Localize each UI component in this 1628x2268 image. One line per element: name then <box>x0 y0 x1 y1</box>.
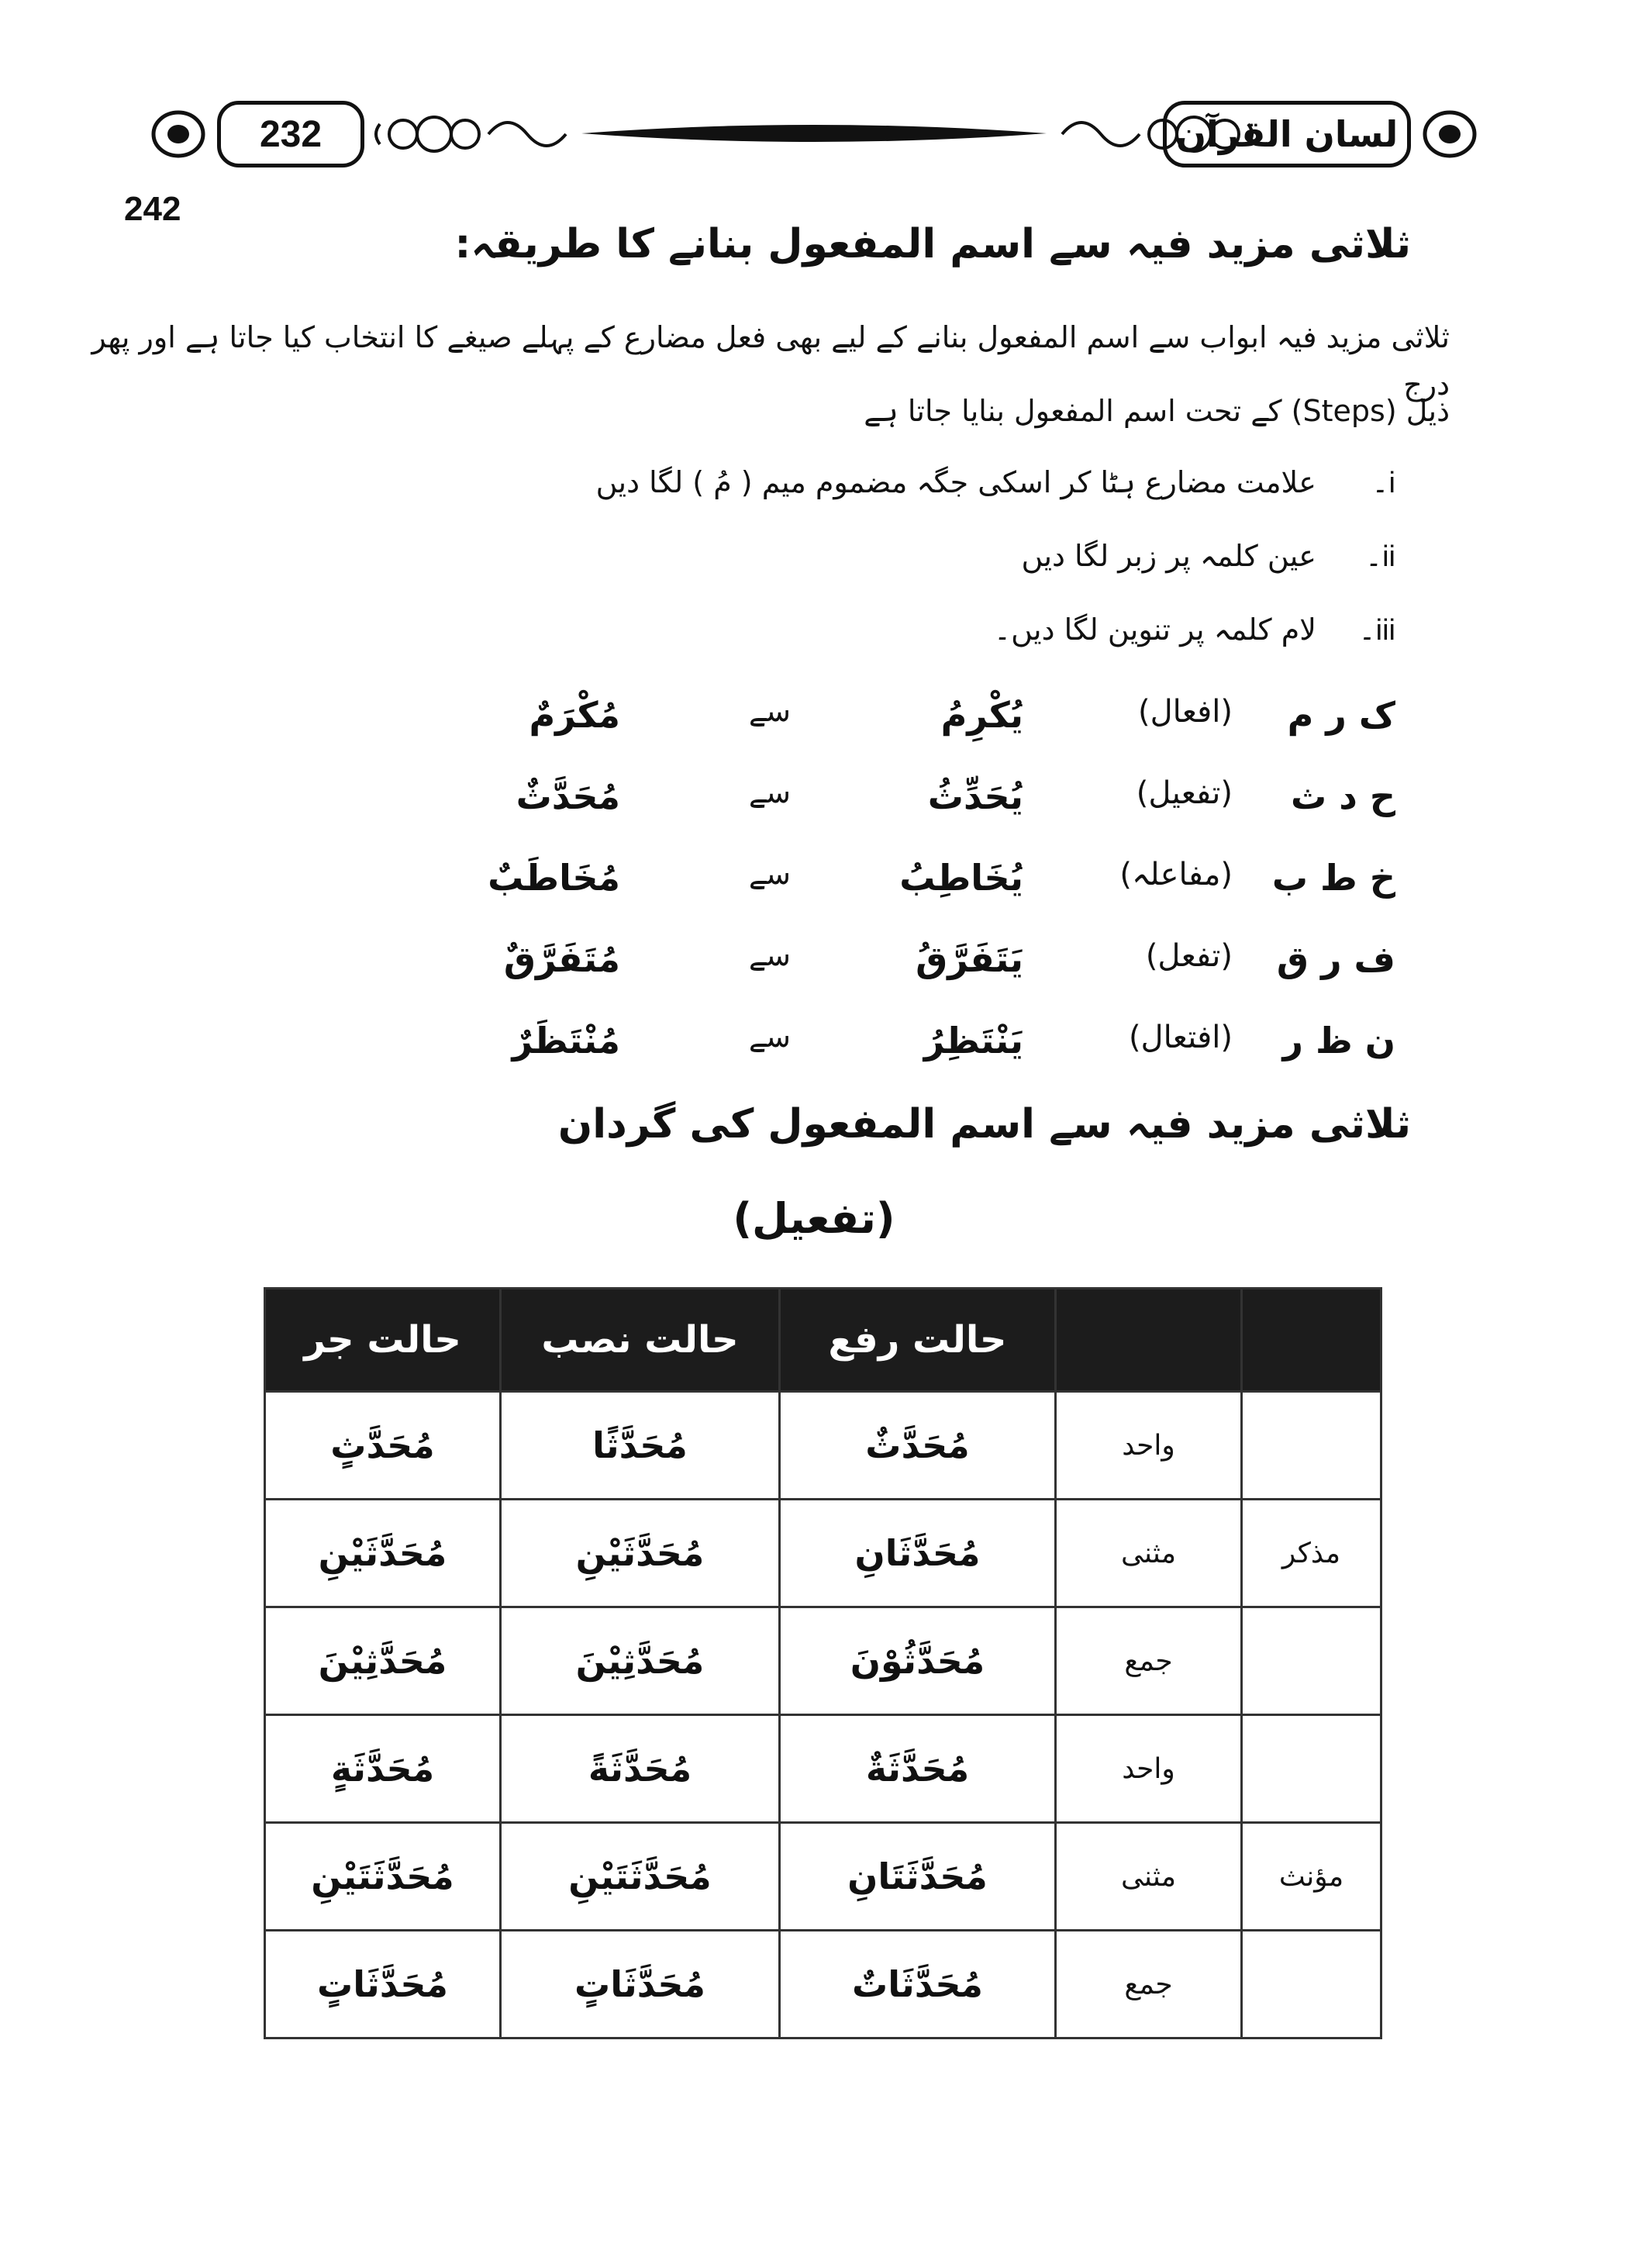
example-row <box>465 938 1395 1000</box>
nasb-cell: مُحَدَّثَتَیْنِ <box>501 1823 780 1931</box>
example-root: ح د ث <box>1290 775 1395 817</box>
example-mafool: مُحَدَّثٌ <box>516 775 620 817</box>
jarr-cell: مُحَدَّثَیْنِ <box>265 1500 501 1607</box>
example-bab: (افتعال) <box>1128 1020 1233 1055</box>
number-cell: جمع <box>1056 1607 1242 1715</box>
example-row <box>465 857 1395 919</box>
number-cell: مثنی <box>1056 1823 1242 1931</box>
header-raf: حالت رفع <box>780 1289 1056 1392</box>
nasb-cell: مُحَدَّثًا <box>501 1392 780 1500</box>
header-jarr: حالت جر <box>265 1289 501 1392</box>
section1-heading: ثلاثی مزید فیہ سے اسم المفعول بنانے کا طریقہ: <box>454 221 1411 268</box>
step-text: علامت مضارع ہٹا کر اسکی جگہ مضموم میم ( مُ ) لگا دیں <box>595 465 1316 499</box>
example-mudari: یَتَفَرَّقُ <box>916 938 1023 980</box>
gender-cell: مؤنث <box>1242 1823 1381 1931</box>
example-se: سے <box>748 694 791 728</box>
example-se: سے <box>748 1020 791 1054</box>
step-text: عین کلمہ پر زبر لگا دیں <box>1021 539 1316 573</box>
jarr-cell: مُحَدَّثَاتٍ <box>265 1931 501 2038</box>
step-number: i۔ <box>1371 467 1395 499</box>
number-cell: جمع <box>1056 1931 1242 2038</box>
side-page-number: 242 <box>124 190 181 228</box>
example-se: سے <box>748 857 791 891</box>
example-bab: (مفاعلہ) <box>1119 857 1233 892</box>
page-header <box>147 93 1481 178</box>
step-item <box>233 539 1395 574</box>
header-nasb: حالت نصب <box>501 1289 780 1392</box>
header-page-number: 232 <box>217 101 364 167</box>
example-mudari: یَنْتَظِرُ <box>923 1020 1023 1062</box>
table-row <box>265 1931 1381 2038</box>
number-cell: واحد <box>1056 1715 1242 1823</box>
example-mudari: یُحَدِّثُ <box>927 775 1023 817</box>
example-root: ن ظ ر <box>1282 1020 1395 1062</box>
jarr-cell: مُحَدَّثِیْنَ <box>265 1607 501 1715</box>
jarr-cell: مُحَدَّثَتَیْنِ <box>265 1823 501 1931</box>
header-number <box>1056 1289 1242 1392</box>
example-root: ک ر م <box>1287 694 1395 736</box>
number-cell: مثنی <box>1056 1500 1242 1607</box>
example-mafool: مُتَفَرَّقٌ <box>503 938 620 980</box>
raf-cell: مُحَدَّثَتَانِ <box>780 1823 1056 1931</box>
header-gender <box>1242 1289 1381 1392</box>
example-mudari: یُخَاطِبُ <box>899 857 1023 899</box>
table-row <box>265 1500 1381 1607</box>
raf-cell: مُحَدَّثُوْنَ <box>780 1607 1056 1715</box>
example-se: سے <box>748 775 791 810</box>
example-bab: (تفعل) <box>1145 938 1233 974</box>
table-row <box>265 1607 1381 1715</box>
example-mafool: مُکْرَمٌ <box>529 694 620 736</box>
example-mafool: مُنْتَظَرٌ <box>512 1020 620 1062</box>
table-header-row <box>265 1289 1381 1392</box>
jarr-cell: مُحَدَّثٍ <box>265 1392 501 1500</box>
conjugation-table <box>264 1287 1382 2039</box>
example-bab: (افعال) <box>1138 694 1233 730</box>
example-mafool: مُخَاطَبٌ <box>488 857 620 899</box>
bab-title: (تفعیل) <box>733 1194 895 1243</box>
gender-cell <box>1242 1931 1381 2038</box>
example-bab: (تفعیل) <box>1136 775 1233 811</box>
step-number: iii۔ <box>1358 614 1395 647</box>
step-text: لام کلمہ پر تنوین لگا دیں۔ <box>993 613 1316 647</box>
nasb-cell: مُحَدَّثَاتٍ <box>501 1931 780 2038</box>
gender-cell: مذکر <box>1242 1500 1381 1607</box>
raf-cell: مُحَدَّثَانِ <box>780 1500 1056 1607</box>
nasb-cell: مُحَدَّثِیْنَ <box>501 1607 780 1715</box>
table-row <box>265 1715 1381 1823</box>
jarr-cell: مُحَدَّثَةٍ <box>265 1715 501 1823</box>
step-number: ii۔ <box>1364 540 1395 573</box>
nasb-cell: مُحَدَّثَیْنِ <box>501 1500 780 1607</box>
table-row <box>265 1823 1381 1931</box>
gender-cell <box>1242 1607 1381 1715</box>
paragraph-line-1: ثلاثی مزید فیہ ابواب سے اسم المفعول بنانے کے لیے بھی فعل مضارع کے پہلے صیغے کا انتخاب کیا جاتا ہے اور پھر درج <box>91 320 1450 402</box>
example-row <box>465 775 1395 837</box>
section2-heading: ثلاثی مزید فیہ سے اسم المفعول کی گردان <box>557 1101 1411 1148</box>
raf-cell: مُحَدَّثَاتٌ <box>780 1931 1056 2038</box>
raf-cell: مُحَدَّثَةٌ <box>780 1715 1056 1823</box>
gender-cell <box>1242 1392 1381 1500</box>
example-root: خ ط ب <box>1271 857 1395 899</box>
header-brand-title: لسان القرآن <box>1163 101 1411 167</box>
example-root: ف ر ق <box>1276 938 1395 980</box>
step-item <box>233 613 1395 647</box>
raf-cell: مُحَدَّثٌ <box>780 1392 1056 1500</box>
step-item <box>233 465 1395 500</box>
nasb-cell: مُحَدَّثَةً <box>501 1715 780 1823</box>
example-mudari: یُکْرِمُ <box>940 694 1023 736</box>
example-row <box>465 694 1395 756</box>
example-row <box>465 1020 1395 1082</box>
paragraph-line-2: ذیل (Steps) کے تحت اسم المفعول بنایا جاتا ہے <box>864 394 1450 428</box>
example-se: سے <box>748 938 791 972</box>
table-row <box>265 1392 1381 1500</box>
gender-cell <box>1242 1715 1381 1823</box>
number-cell: واحد <box>1056 1392 1242 1500</box>
